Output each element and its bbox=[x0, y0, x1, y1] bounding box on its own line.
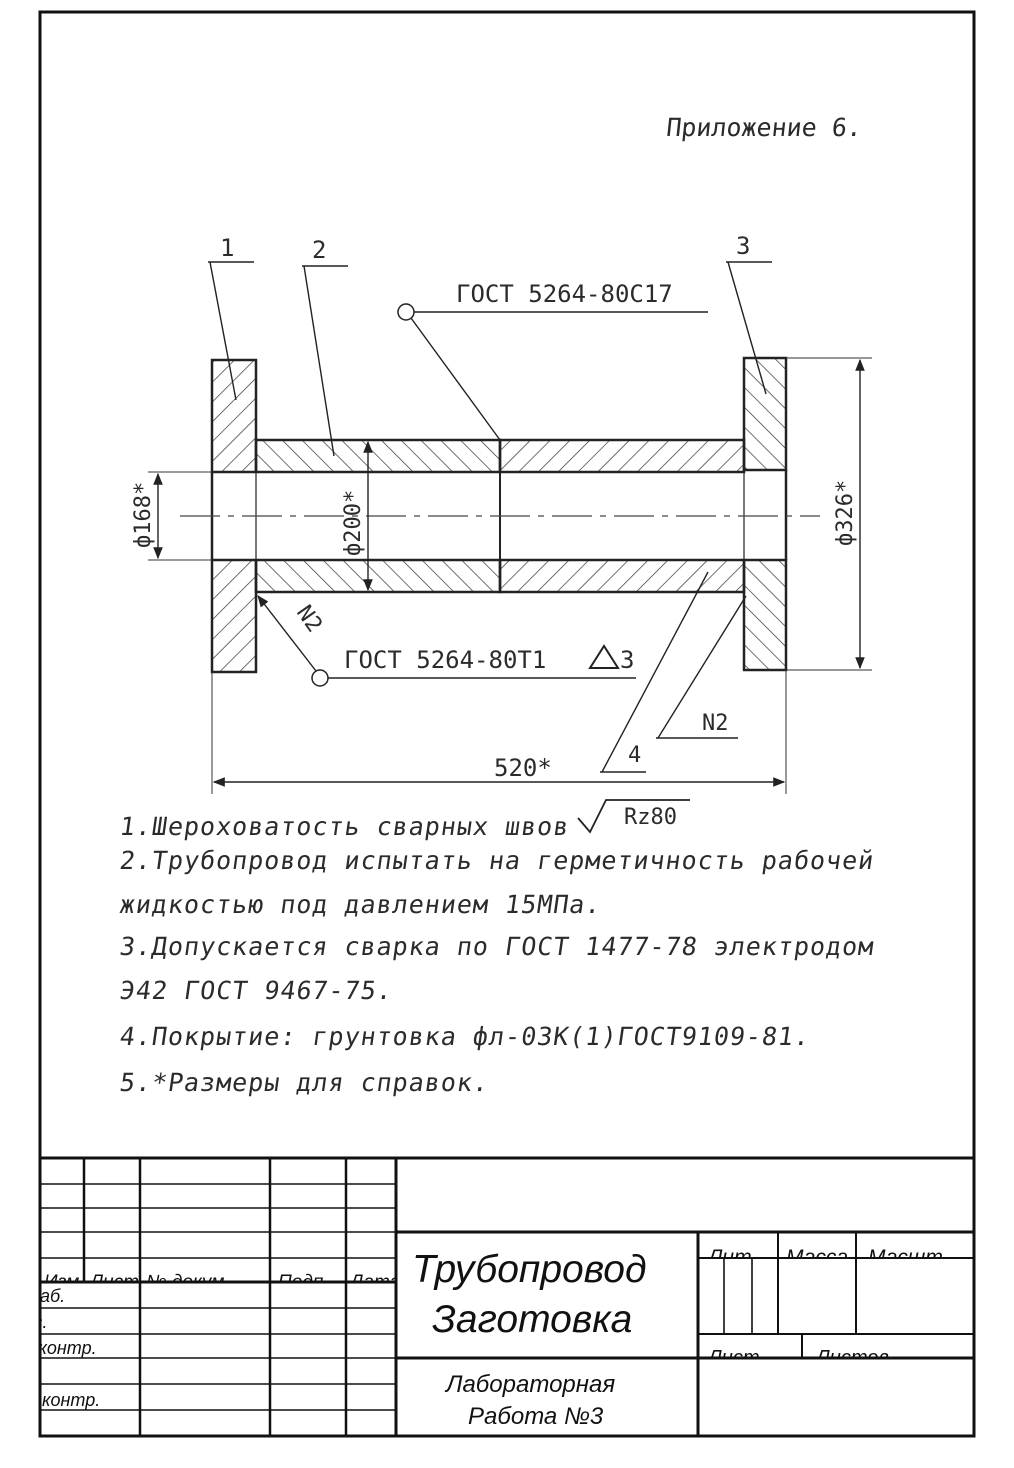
right-flange bbox=[744, 358, 786, 670]
title-block-lit-row bbox=[706, 1246, 948, 1269]
note-2b: жидкостью под давлением 15МПа. bbox=[117, 890, 604, 919]
position-1-label: 1 bbox=[220, 234, 235, 262]
organization-line1: Лабораторная bbox=[446, 1371, 616, 1398]
weld-bottom-leg: 3 bbox=[620, 646, 635, 674]
note-1: 1.Шероховатость сварных швов bbox=[117, 812, 572, 841]
col-list: Лист bbox=[90, 1272, 139, 1293]
weld-bottom-label: ГОСТ 5264-80Т1 bbox=[344, 646, 547, 674]
position-2-label: 2 bbox=[312, 236, 327, 264]
row-utv: Утв. bbox=[0, 1416, 41, 1436]
row-razrab: Разраб. bbox=[0, 1286, 66, 1306]
position-4-label: 4 bbox=[628, 743, 642, 768]
mass-label: Масса bbox=[786, 1246, 849, 1269]
seam-n2-right-callout bbox=[656, 596, 746, 738]
col-date: Дата bbox=[350, 1272, 401, 1293]
dimension-d326-label: ф326* bbox=[833, 479, 858, 546]
dimension-d200-label: ф200* bbox=[341, 489, 366, 556]
roughness-value: Rz80 bbox=[624, 805, 677, 830]
col-izm: Изм bbox=[44, 1272, 80, 1293]
note-3b: Э42 ГОСТ 9467-75. bbox=[117, 976, 395, 1005]
position-4-callout bbox=[600, 572, 708, 772]
lit-label: Лит. bbox=[708, 1246, 758, 1269]
dimension-d326 bbox=[786, 358, 872, 670]
drawing-title-line2: Заготовка bbox=[432, 1298, 633, 1341]
weld-top-label: ГОСТ 5264-80С17 bbox=[456, 280, 673, 308]
appendix-label: Приложение 6. bbox=[664, 113, 864, 142]
fillet-weld-triangle-icon bbox=[590, 646, 618, 668]
dimension-d168-label: ф168* bbox=[131, 481, 156, 548]
organization-line2: Работа №3 bbox=[468, 1403, 604, 1430]
position-3-label: 3 bbox=[736, 232, 751, 260]
sheet-label: Лист bbox=[708, 1347, 760, 1369]
note-4: 4.Покрытие: грунтовка фл-03К(1)ГОСТ9109-81. bbox=[117, 1022, 813, 1051]
sheets-label: Листов bbox=[816, 1347, 889, 1369]
sheet-frame bbox=[40, 12, 974, 1436]
drawing-title-line1: Трубопровод bbox=[412, 1248, 647, 1291]
roughness-symbol bbox=[578, 800, 690, 832]
col-sign: Подп. bbox=[278, 1272, 329, 1293]
position-2-callout bbox=[302, 236, 348, 456]
row-prov: Пров. bbox=[0, 1312, 48, 1332]
seam-n2-right-label: N2 bbox=[702, 711, 729, 736]
row-tkontr: Т.контр. bbox=[24, 1338, 97, 1358]
pipeline-assembly-drawing bbox=[131, 232, 872, 794]
col-doc: № докум. bbox=[146, 1272, 230, 1293]
note-3a: 3.Допускается сварка по ГОСТ 1477-78 электродом bbox=[117, 932, 877, 961]
scale-label: Масшт. bbox=[868, 1246, 949, 1269]
weld-callout-bottom bbox=[258, 596, 636, 686]
note-5: 5.*Размеры для справок. bbox=[117, 1068, 492, 1097]
note-2a: 2.Трубопровод испытать на герметичность рабочей bbox=[117, 846, 877, 875]
row-nkontr: Н.контр. bbox=[24, 1390, 101, 1410]
weld-callout-top bbox=[398, 280, 708, 440]
dimension-520 bbox=[212, 670, 786, 794]
dimension-520-label: 520* bbox=[494, 754, 552, 782]
seam-n2-left-label: N2 bbox=[291, 601, 327, 638]
